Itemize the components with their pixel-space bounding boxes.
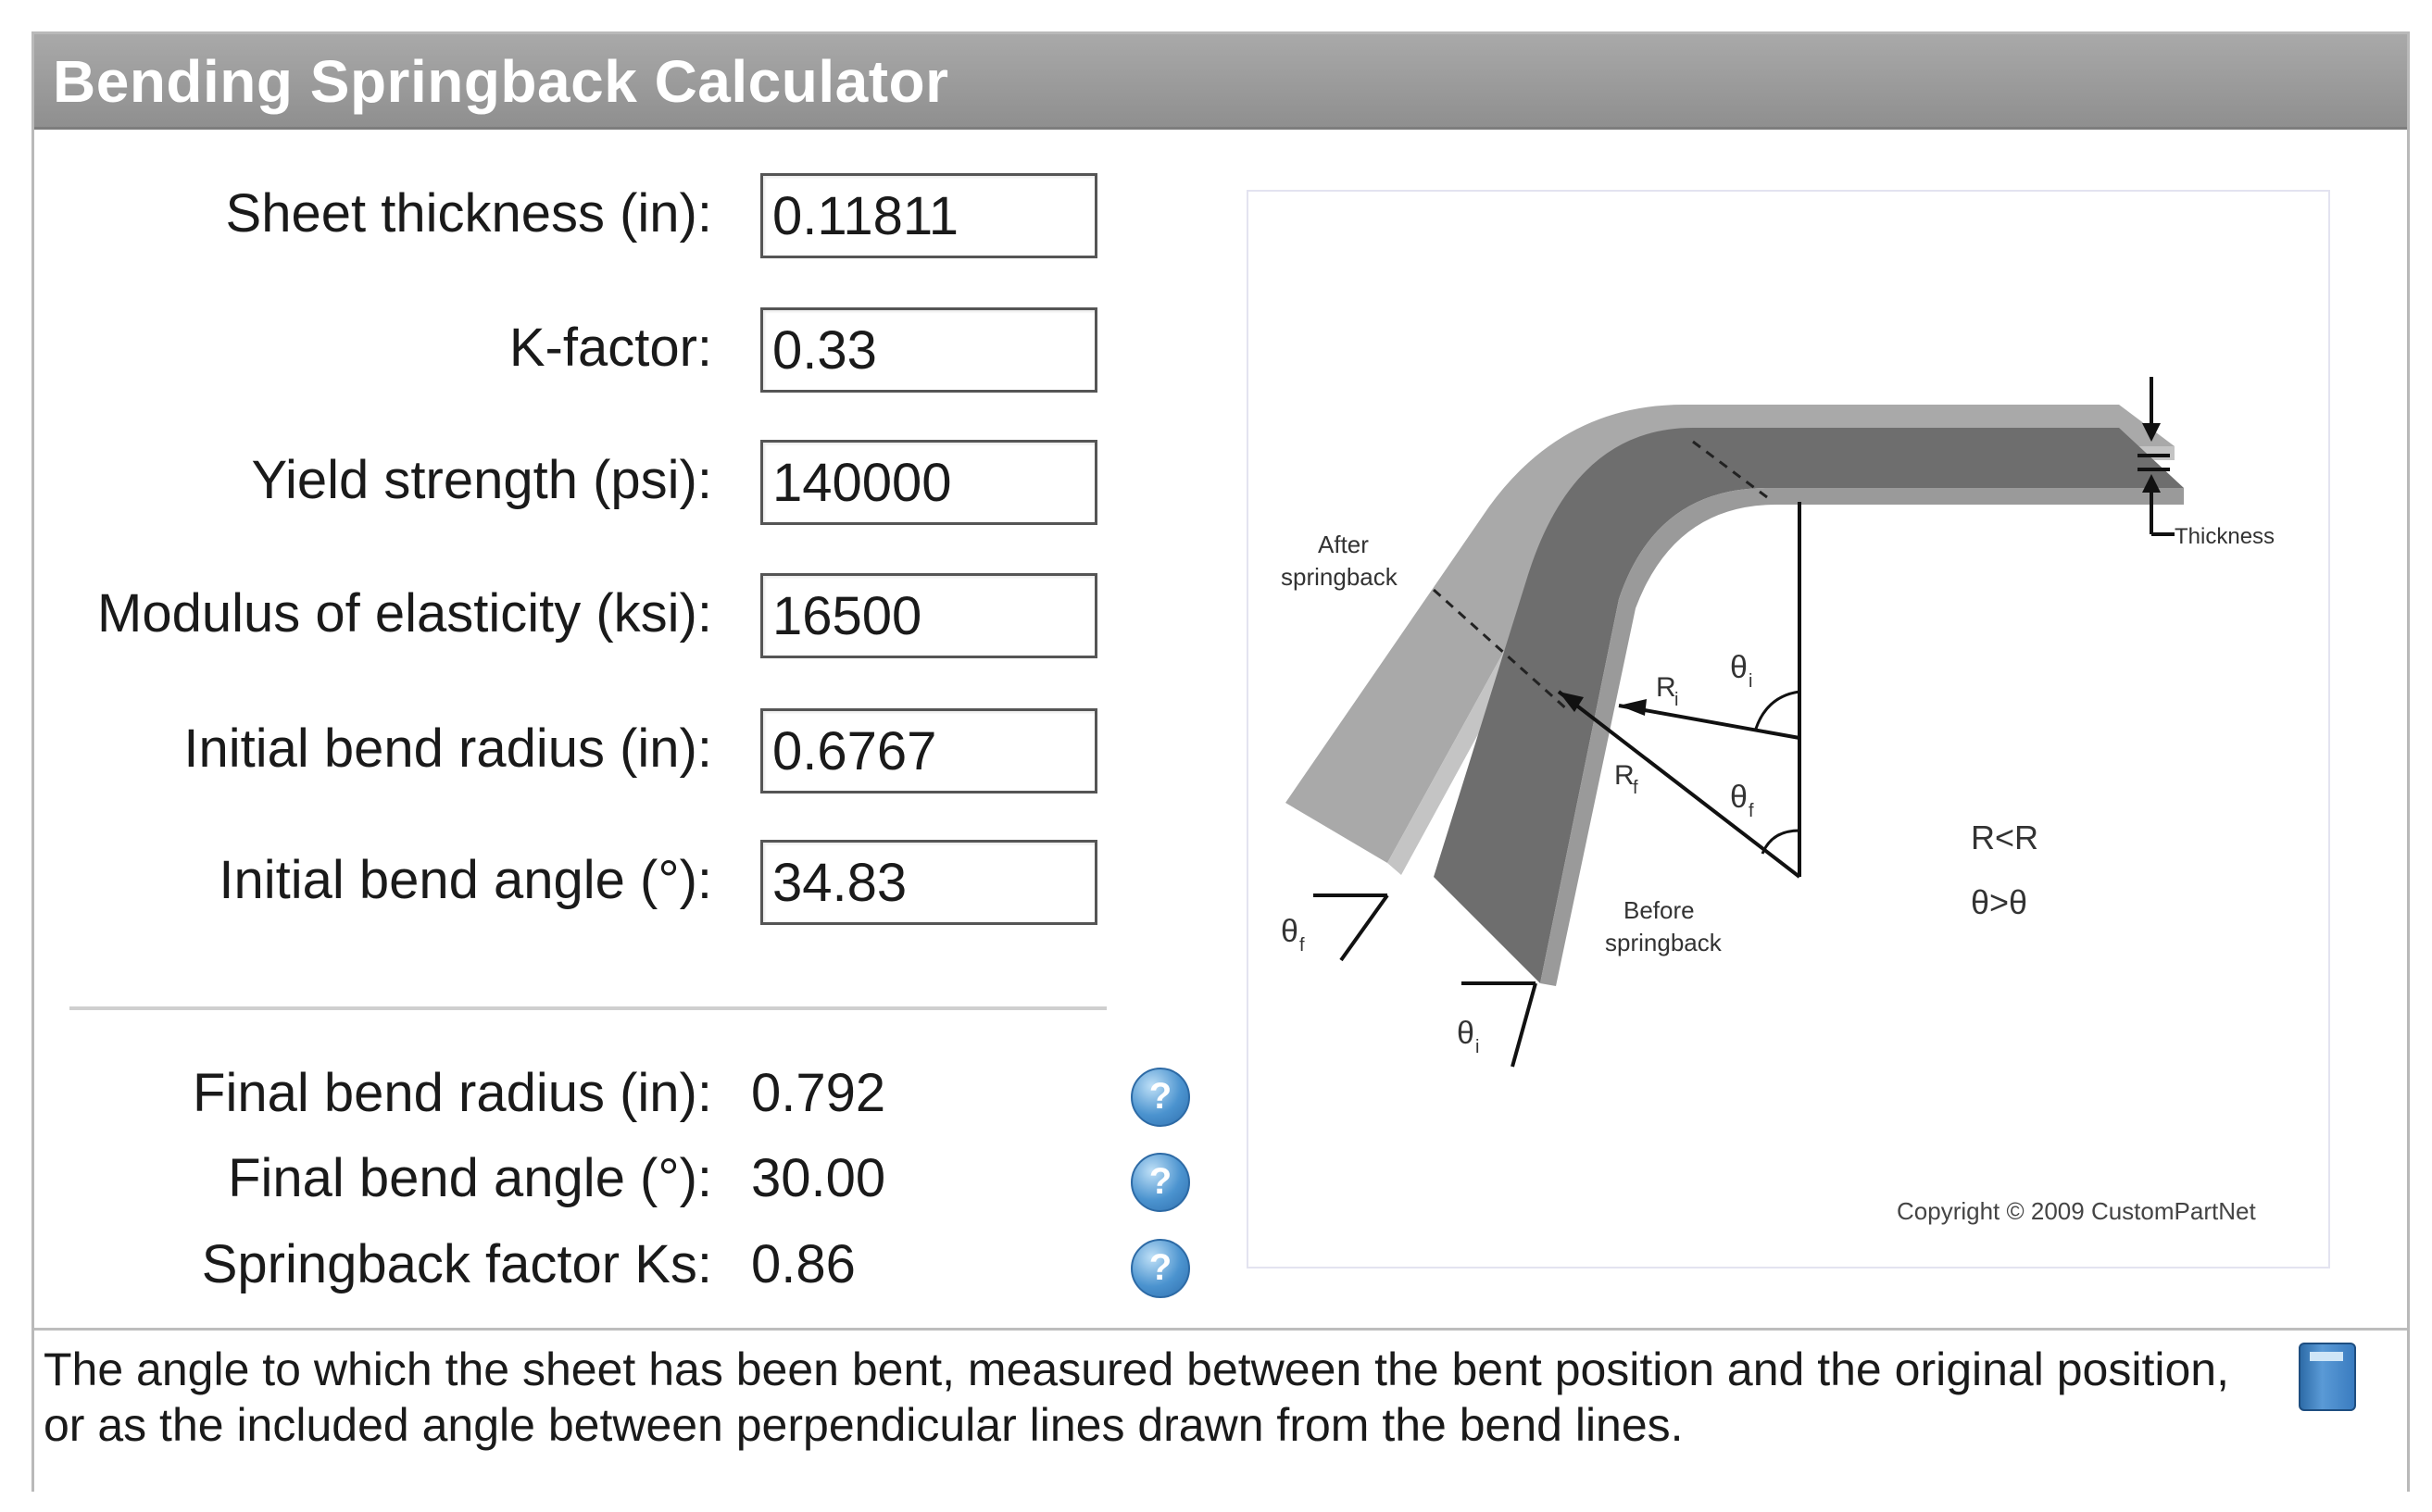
result-value: 0.86	[751, 1234, 856, 1294]
page-title: Bending Springback Calculator	[53, 48, 949, 115]
label-theta-i: θ	[1730, 650, 1748, 685]
label-before: Before	[1623, 896, 1695, 924]
result-value: 0.792	[751, 1063, 886, 1123]
result-label: Final bend radius (in):	[193, 1063, 712, 1123]
result-value: 30.00	[751, 1148, 886, 1208]
label-after-2: springback	[1281, 563, 1398, 591]
initial-bend-angle-input[interactable]	[760, 840, 1097, 925]
calculator-panel	[31, 31, 2410, 1492]
help-icon[interactable]: ?	[1131, 1239, 1190, 1298]
initial-bend-radius-input[interactable]	[760, 708, 1097, 793]
help-icon[interactable]: ?	[1131, 1153, 1190, 1212]
k-factor-input[interactable]	[760, 307, 1097, 393]
yield-strength-input[interactable]	[760, 440, 1097, 525]
label-ri: R	[1656, 672, 1676, 703]
copyright-text: Copyright © 2009 CustomPartNet	[1897, 1197, 2256, 1225]
label-rf: R	[1614, 760, 1635, 791]
modulus-label: Modulus of elasticity (ksi):	[97, 583, 712, 644]
k-factor-label: K-factor:	[508, 318, 712, 378]
label-theta-i-lower: θ	[1457, 1016, 1474, 1051]
modulus-input[interactable]	[760, 573, 1097, 658]
initial-bend-angle-label: Initial bend angle (°):	[219, 850, 712, 910]
label-theta-f: θ	[1730, 780, 1748, 815]
label-theta-i-sub: i	[1749, 671, 1753, 692]
label-after: After	[1318, 531, 1369, 558]
sheet-thickness-label: Sheet thickness (in):	[225, 183, 712, 244]
help-icon[interactable]: ?	[1131, 1068, 1190, 1127]
springback-diagram-svg	[1248, 192, 2328, 1267]
label-theta-f-lower: θ	[1281, 914, 1298, 949]
title-bar	[34, 34, 2407, 130]
description-line-1: The angle to which the sheet has been bent, measured between the bent position and the original position,	[44, 1343, 2229, 1395]
yield-strength-label: Yield strength (psi):	[251, 450, 712, 510]
label-theta-i-lower-sub: i	[1475, 1037, 1480, 1057]
divider	[69, 1006, 1107, 1010]
description-line-2: or as the included angle between perpendicular lines drawn from the bend lines.	[44, 1399, 1684, 1451]
result-label: Final bend angle (°):	[228, 1148, 712, 1208]
book-icon[interactable]	[2299, 1343, 2356, 1411]
description-text	[44, 1342, 2266, 1453]
label-before-2: springback	[1605, 929, 1722, 956]
relation-angle: θ>θ	[1971, 883, 2028, 921]
label-theta-f-sub: f	[1749, 801, 1754, 821]
label-thickness: Thickness	[2175, 524, 2275, 549]
initial-bend-radius-label: Initial bend radius (in):	[183, 719, 712, 779]
result-label: Springback factor Ks:	[201, 1234, 712, 1294]
label-theta-f-lower-sub: f	[1299, 935, 1305, 956]
springback-diagram	[1247, 190, 2330, 1268]
label-rf-sub: f	[1633, 778, 1638, 798]
description-panel	[34, 1328, 2407, 1497]
sheet-thickness-input[interactable]	[760, 173, 1097, 258]
relation-radius: R<R	[1971, 818, 2039, 856]
label-ri-sub: i	[1674, 690, 1679, 710]
